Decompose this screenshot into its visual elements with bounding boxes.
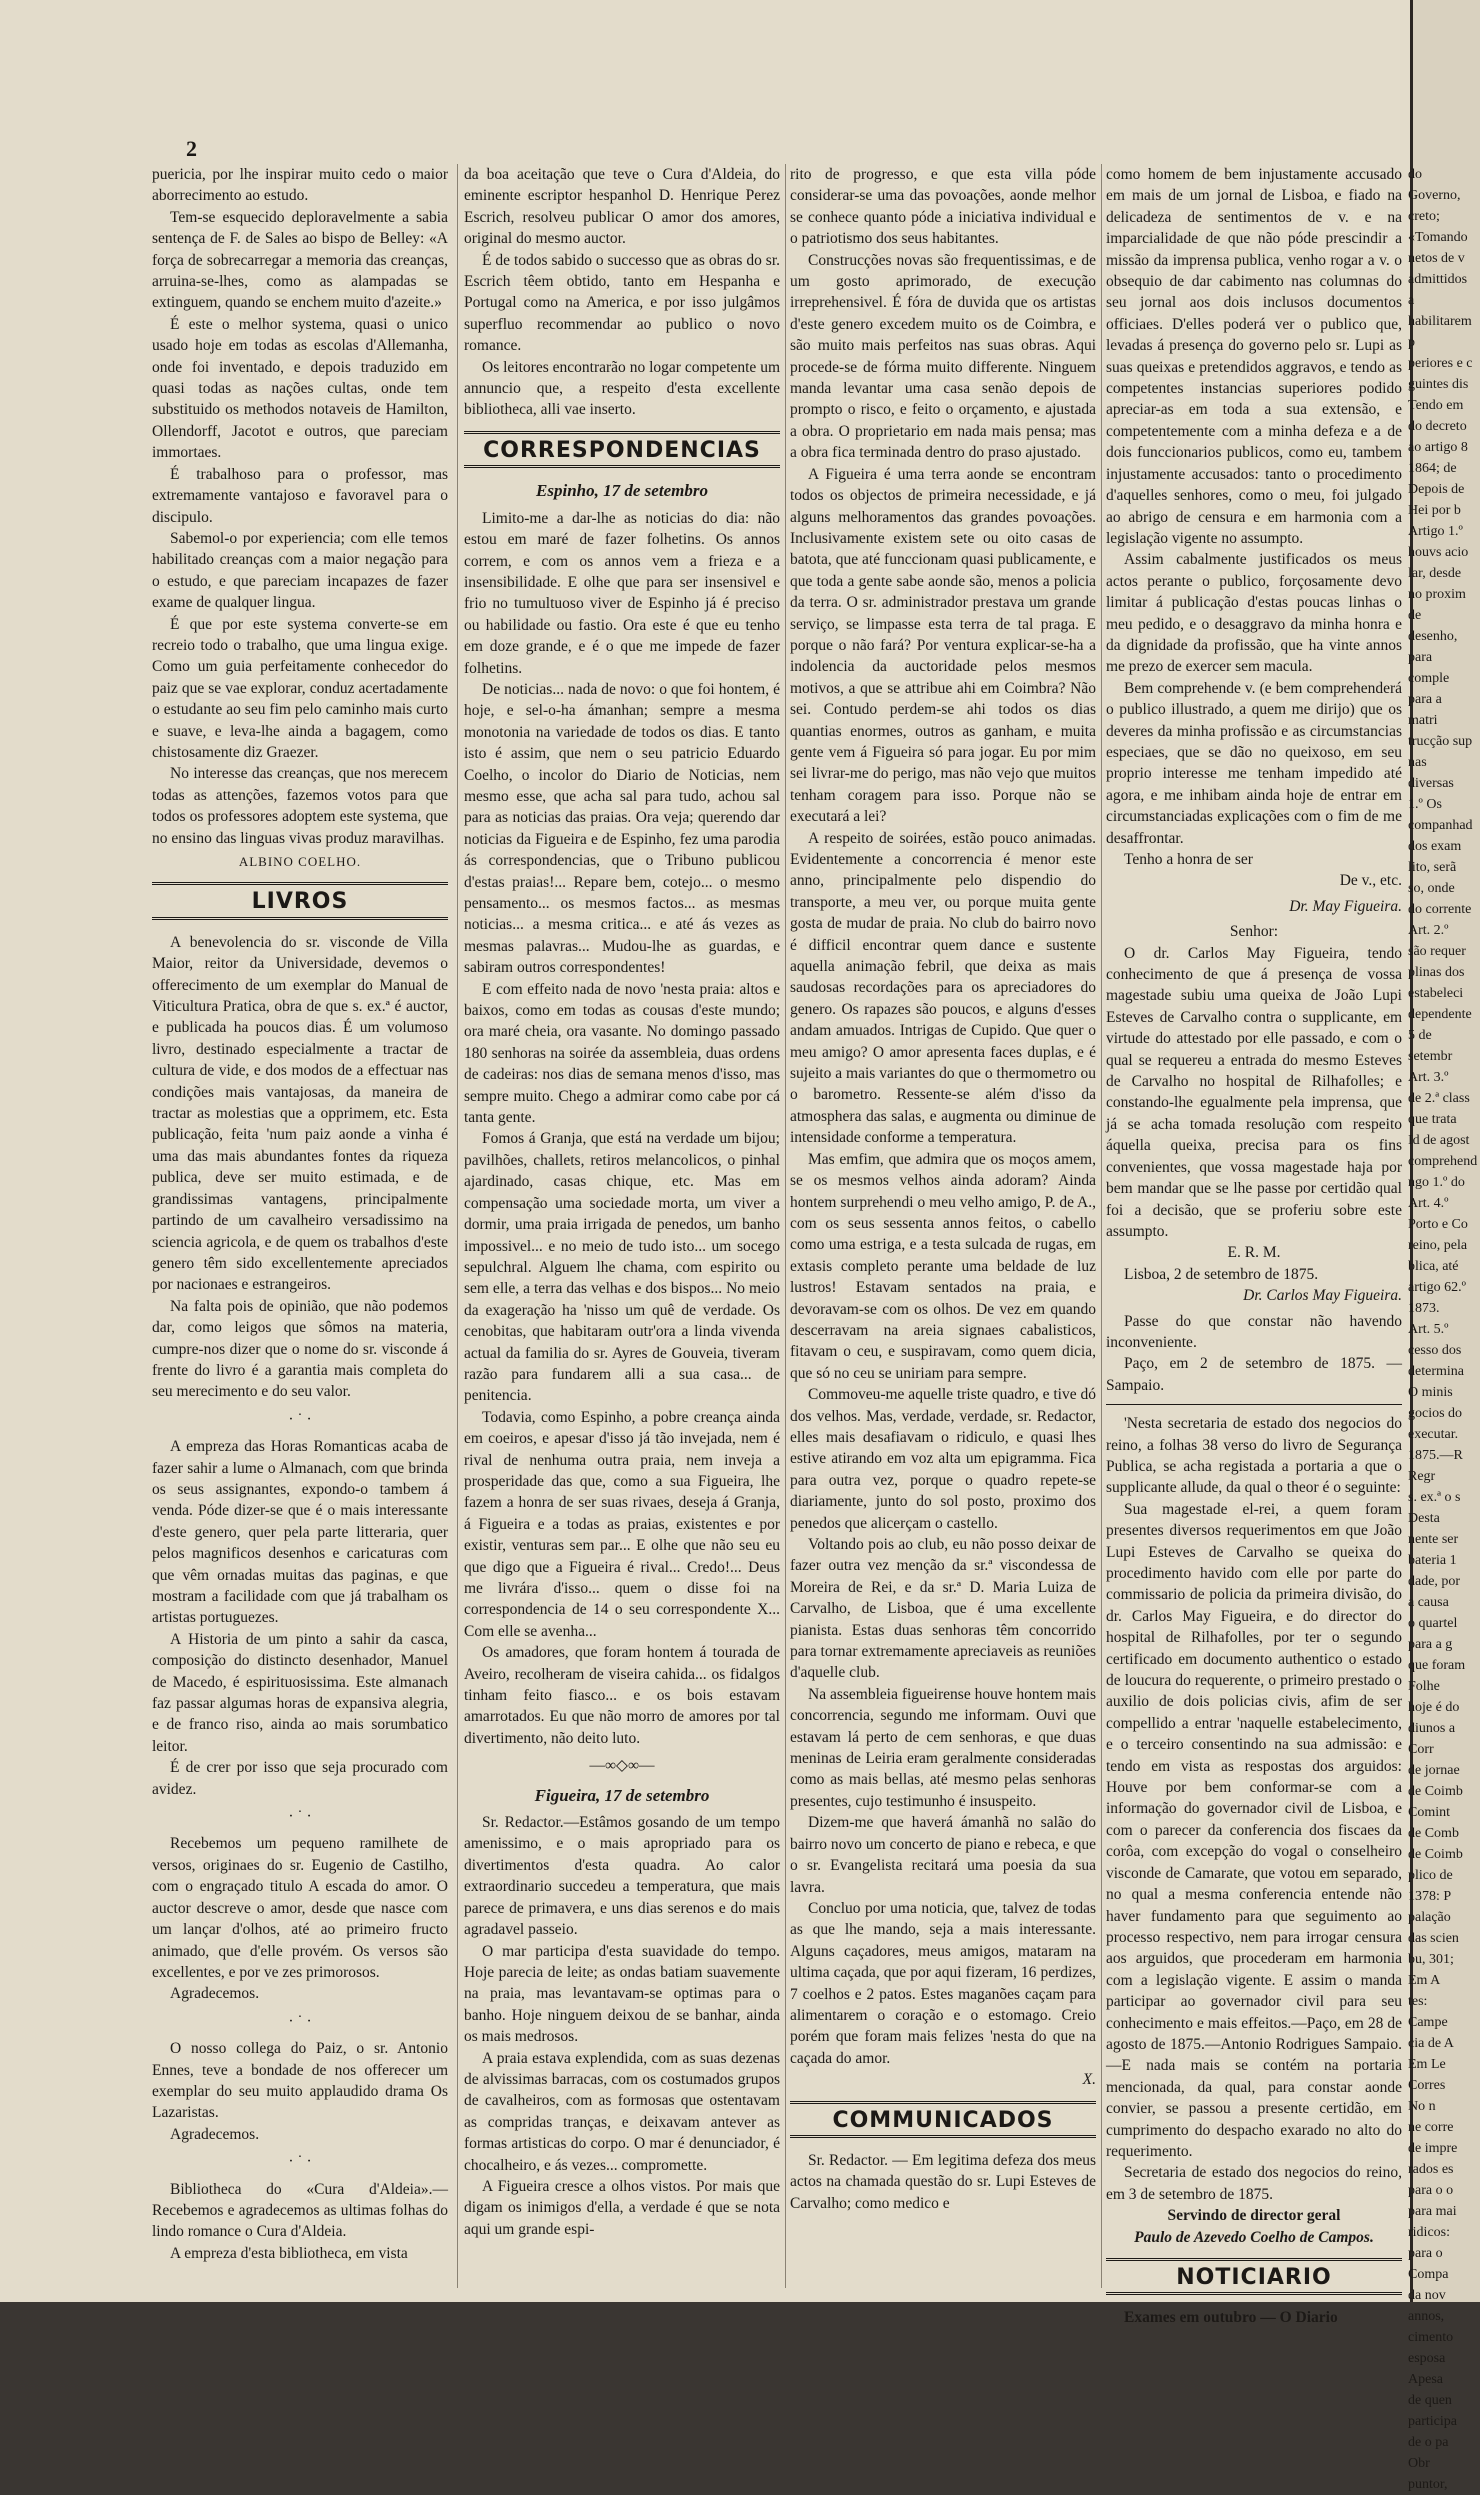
section-heading-correspondencias: CORRESPONDENCIAS [464, 431, 780, 468]
cutoff-line: Artigo 1.º [1408, 524, 1463, 539]
cutoff-line: 5 de setembr [1408, 1028, 1453, 1064]
separator-dots: · ˙ · [288, 2153, 312, 2171]
cutoff-line: cimento [1408, 2330, 1454, 2345]
cutoff-line: diunos a [1408, 1721, 1456, 1736]
cutoff-line: creto; [1408, 209, 1440, 224]
paragraph: É que por este systema converte-se em recreio todo o trabalho, que uma lingua exige. Como um guia perfeitamente conhecedor do paiz que se vae explorar, conduz acertadamente o estudante ao seu fim pelo caminho mais curto e suave, e leva-lhe ainda a bagagem, como chistosamente diz Graezer. [152, 615, 448, 761]
cutoff-line: dade, por [1408, 1574, 1461, 1589]
cutoff-line: 1864; de [1408, 461, 1457, 476]
paragraph: A Historia de um pinto a sahir da casca, composição do distincto desenhador, Manuel de Macedo, é espirituosissima. Este almanach faz passar algumas horas de expansiva alegria, e de franco riso, ainda ao mais sorumbatico leitor. [152, 1630, 448, 1755]
cutoff-line: cesso dos [1408, 1343, 1462, 1358]
cutoff-line: annos, [1408, 2309, 1445, 2324]
cutoff-line: periores e c [1408, 356, 1473, 371]
column-2 [464, 164, 780, 2288]
cutoff-line: ngo 1.º do [1408, 1175, 1465, 1190]
cutoff-line: Art. 5.º [1408, 1322, 1449, 1337]
cutoff-line: plico de [1408, 1868, 1453, 1883]
paragraph: Todavia, como Espinho, a pobre creança ainda em coeiros, e apesar d'isso já tão invejada, nem é rival de nenhuma outra praia, nem inveja a prosperidade das que, como a sua Figueira, lhe fazem a honra de ser suas rivaes, deseja á Granja, á Figueira e a todas as praias, existentes e por existir, venturas sem par... E olhe que não seu eu que digo que a Figueira é rival... Credo!... Deus me livrára d'isso... quem o disse foi na correspondencia de 14 o seu correspondente X... Com elle se avenha... [464, 1408, 780, 1640]
paragraph: Construcções novas são frequentissimas, e de um gosto aprimorado, de execução irreprehensivel. É fóra de duvida que os artistas d'este genero excedem muito os de Coimbra, e são muito mais perfeitos nas suas obras. Aqui procede-se de fórma muito differente. Ninguem manda levantar uma casa senão depois de prompto o risco, e feito o orçamento, e ajustada a obra. O proprietario em nada mais pensa; mas a obra fica terminada dentro do praso ajustado. [790, 251, 1096, 462]
cutoff-line: no proxim [1408, 587, 1466, 602]
paragraph: É de crer por isso que seja procurado com avidez. [152, 1759, 448, 1798]
cutoff-line: companhad [1408, 818, 1473, 833]
section-heading-noticiario: NOTICIARIO [1106, 2258, 1402, 2295]
cutoff-line: tes: [1408, 1994, 1428, 2009]
cutoff-line: para o [1408, 2246, 1443, 2261]
separator-dots: · ˙ · [288, 1410, 312, 1428]
section-heading-communicados: COMMUNICADOS [790, 2101, 1096, 2138]
cutoff-line: determina [1408, 1364, 1464, 1379]
paragraph: Mas emfim, que admira que os moços amem, se os mesmos velhos ainda adoram? Ainda hontem surprehendi o meu velho amigo, P. de A., com os seus sessenta annos feitos, o cabello como uma estriga, e a testa sulcada de rugas, em extasis completo perante uma beldade de luz lustros! Estavam sentados na praia, e devoravam-se com os olhos. De vez em quando descerravam na areia signaes cabalisticos, fitavam o ceu, e suspiravam, como quem dicia, que só no ceu se uniriam para sempre. [790, 1150, 1096, 1382]
cutoff-line: gocios do [1408, 1406, 1463, 1421]
cutoff-line: de desenho, [1408, 608, 1458, 644]
cutoff-line: guintes dis [1408, 377, 1469, 392]
cutoff-line: trucção sup [1408, 734, 1473, 749]
cutoff-line: habilitarem p [1408, 314, 1472, 350]
dateline-espinho: Espinho, 17 de setembro [536, 481, 708, 501]
erm-line: E. R. M. [1227, 1244, 1281, 1262]
cutoff-line: s. ex.ª o s [1408, 1490, 1461, 1505]
cutoff-line: Em A [1408, 1973, 1441, 1988]
paragraph: A praia estava explendida, com as suas dezenas de alvissimas barracas, com os costumados grupos de cavalheiros, com as formosas que ostentavam as compridas tranças, e deixavam antever as formas artisticas do corpo. O mar é denunciador, é chocalheiro, e ás vezes... compromette. [464, 2049, 780, 2174]
cutoff-line: de impre [1408, 2141, 1458, 2156]
column-rule [785, 164, 786, 2288]
cutoff-line: Compa [1408, 2267, 1449, 2282]
paragraph: Agradecemos. [170, 1985, 260, 2003]
cutoff-line: a causa [1408, 1595, 1449, 1610]
paragraph: E com effeito nada de novo 'nesta praia: altos e baixos, como em todas as cousas d'este mundo; ora maré cheia, ora vasante. No domingo passado 180 senhoras na soirée da assembleia, duas ordens de cadeiras: nos dias de semana menos d'isso, mas sempre muito. Chego a admirar como cabe por cá tanta gente. [464, 980, 780, 1127]
paragraph: Assim cabalmente justificados os meus actos perante o publico, forçosamente devo limitar á publicação d'estas poucas linhas o meu pedido, e o desaggravo da minha honra e da dignidade da profissão, que ha vinte annos me prezo de exercer sem macula. [1106, 551, 1402, 676]
cutoff-line: 1.º Os [1408, 797, 1442, 812]
paragraph: Sabemol-o por experiencia; com elle temos habilitado creanças com a maior negação para o estudo, e que pareciam incapazes de fazer exame de qualquer lingua. [152, 529, 448, 612]
cutoff-line: Corres [1408, 2078, 1446, 2093]
paragraph: O nosso collega do Paiz, o sr. Antonio Ennes, teve a bondade de nos offerecer um exemplar do seu muito applaudido drama Os Lazaristas. [152, 2040, 448, 2122]
paragraph: É trabalhoso para o professor, mas extremamente vantajoso e favoravel para o discipulo. [152, 465, 448, 526]
cutoff-line: lar, desde [1408, 566, 1462, 581]
paragraph: É de todos sabido o successo que as obras do sr. Escrich têem obtido, tanto em Hespanha e Portugal como na America, e por isso julgâmos superfluo recommendar ao publico o novo romance. [464, 251, 780, 355]
paragraph: Sr. Redactor. — Em legitima defeza dos meus actos na chamada questão do sr. Lupi Esteves de Carvalho; como medico e [790, 2151, 1096, 2212]
cutoff-line: da nov [1408, 2288, 1446, 2303]
paragraph: Fomos á Granja, que está na verdade um bijou; pavilhões, challets, retiros melancolicos, o pinhal ajardinado, casas chique, etc. Mas em compensação uma sociedade morta, um viver a dormir, uma praia irrigada de penedos, um banho impossivel... e no meio de tudo isto... um socego sepulchral. Alguem lhe chama, com espirito ou sem elle, a terra das velhas e dos bispos... No meio da exageração ha 'nisso um quê de verdade. Os cenobitas, que habitaram outr'ora a linda vivenda actual da familia do sr. Ayres de Gouveia, tiveram razão para fundarem alli a sua casa... de penitencia. [464, 1130, 780, 1405]
cutoff-line: O minis [1408, 1385, 1453, 1400]
paragraph: Na falta pois de opinião, que não podemos dar, como leigos que sômos na materia, cumpre-nos dizer que o nome do sr. visconde á frente do livro é a garantia mais completa do seu merecimento e do seu valor. [152, 1297, 448, 1401]
cutoff-line: dos exam [1408, 839, 1462, 854]
paragraph: Dizem-me que haverá ámanhã no salão do bairro novo um concerto de piano e rebeca, e que o sr. Evangelista recitará uma poesia da sua lavra. [790, 1814, 1096, 1896]
paragraph: Tem-se esquecido deploravelmente a sabia sentença de F. de Sales ao bispo de Belley: «A força de sobrecarregar a memoria das creanças, arruina-se-lhes, como as alampadas se extinguem, quando se enchem muito d'azeite.» [152, 208, 448, 312]
paragraph: Bibliotheca do «Cura d'Aldeia».—Recebemos e agradecemos as ultimas folhas do lindo romance o Cura d'Aldeia. [152, 2180, 448, 2241]
salutation: Senhor: [1229, 923, 1279, 941]
cutoff-line: 1873. [1408, 1301, 1440, 1316]
paragraph: No interesse das creanças, que nos merecem todas as attenções, fazemos votos para que todos os professores adoptem este systema, que no ensino das linguas vivas produz maravilhas. [152, 765, 448, 847]
cutoff-line: plinas dos [1408, 965, 1465, 980]
cutoff-line: artigo 62.º [1408, 1280, 1466, 1295]
paragraph: Exames em outubro — O Diario [1124, 2309, 1338, 2327]
cutoff-line: cia de A [1408, 2036, 1454, 2051]
cutoff-line: Folhe [1408, 1679, 1440, 1694]
cutoff-line: de 2.ª class [1408, 1091, 1470, 1106]
cutoff-line: 1875.—R [1408, 1448, 1463, 1463]
cutoff-line: do Governo, [1408, 167, 1461, 203]
letter-signature: Dr. May Figueira. [1289, 897, 1402, 915]
paragraph: Passe do que constar não havendo inconveniente. [1106, 1312, 1402, 1351]
cutoff-line: hoje é do [1408, 1700, 1460, 1715]
cutoff-line: de o pa [1408, 2435, 1449, 2450]
column-4 [1106, 164, 1402, 2327]
cutoff-line: bateria 1 [1408, 1553, 1457, 1568]
cutoff-line: Corr [1408, 1742, 1434, 1757]
paragraph: rito de progresso, e que esta villa póde considerar-se uma das povoações, aonde melhor se conhece quanto póde a iniciativa individual e o patriotismo dos seus habitantes. [790, 166, 1096, 248]
paragraph: 'Nesta secretaria de estado dos negocios do reino, a folhas 38 verso do livro de Segurança Publica, se acha registada a portaria a que o supplicante allude, da qual o theor é o seguinte: [1106, 1415, 1402, 1497]
cutoff-line: netos de v [1408, 251, 1465, 266]
column-1 [152, 164, 448, 2288]
cutoff-line: blica, até [1408, 1259, 1459, 1274]
paragraph: Os amadores, que foram hontem á tourada de Aveiro, recolheram de viseira cahida... os fidalgos tinham feito fiasco... e os bois estavam amarrotados. Eu que não morro de amores por tal divertimento, não deito luto. [464, 1644, 780, 1747]
paragraph: O dr. Carlos May Figueira, tendo conhecimento de que á presença de vossa magestade subiu uma queixa de João Lupi Esteves de Carvalho contra o supplicante, em virtude do attestado por elle passado, e com o qual se requereu a entrada do mesmo Esteves de Carvalho no hospital de Rilhafolles; e constando-lhe egualmente pela imprensa, que já se acha tomada resolução com respeito áquella queixa, precisa para os fins convenientes, que vossa magestade haja por bem mandar que se lhe passe por certidão qual foi a decisão, que se proferiu sobre este assumpto. [1106, 944, 1402, 1240]
cutoff-line: de jornae [1408, 1763, 1460, 1778]
cutoff-line: o quartel [1408, 1616, 1458, 1631]
paragraph: Sua magestade el-rei, a quem foram presentes diversos requerimentos em que João Lupi Esteves de Carvalho se queixa do procedimento havido com elle por parte do commissario de policia da primeira divisão, do dr. Carlos May Figueira, e do director do hospital de Rilhafolles, por ter o segundo certificado em documento authentico o estado de loucura do requerente, o primeiro prestado o auxilio de dois policias civis, afim de ser compellido a entrar 'naquelle estabelecimento, e o terceiro consentindo na sua admissão: e tendo em vista as respostas dos arguidos: Houve por bem conformar-se com a informação do governador civil de Lisboa, e com o parecer da conferencia dos fiscaes da corôa, com excepção do vogal o conselheiro visconde de Camarate, que votou em separado, no qual a mesma conferencia entende não haver fundamento para que seguimento ao processo respectivo, nem para irrogar censura aos arguidos, que procederam em harmonia com a legislação vigente. E assim o manda participar ao governador civil para seu conhecimento e mais effeitos.—Paço, em 28 de agosto de 1875.—Antonio Rodrigues Sampaio.—E nada mais se contém na portaria mencionada, da qual, para constar aonde convier, se passou a presente certidão, em cumprimento do despacho exarado no alto do requerimento. [1106, 1500, 1402, 2160]
paragraph: É este o melhor systema, quasi o unico usado hoje em todas as escolas d'Allemanha, onde foi inventado, e depois traduzido em quasi todas as nações cultas, onde tem substituido os methodos notaveis de Hamilton, Ollendorff, Jacotot e outros, que pareciam immortaes. [152, 315, 448, 462]
paragraph: Lisboa, 2 de setembro de 1875. [1124, 1265, 1319, 1283]
paragraph: A empreza das Horas Romanticas acaba de fazer sahir a lume o Almanach, com que brinda os seus assignantes, expondo-o tambem á venda. Póde dizer-se que é o mais interessante d'este genero, quer pela parte litteraria, quer pelos magnificos desenhos e caricaturas com que vêm ornadas muitas das paginas, e que mostram a facilidade com que já trabalham os artistas portuguezes. [152, 1438, 448, 1627]
paragraph: como homem de bem injustamente accusado em mais de um jornal de Lisboa, e fiado na delicadeza de sentimentos de v. e na imparcialidade de que não póde prescindir a missão da imprensa publica, venho rogar a v. o obsequio de dar cabimento nas columnas do seu jornal aos dois inclusos documentos officiaes. D'elles poderá ver o publico que, levadas á presença do governo pelo sr. Lupi as suas queixas e pretendidos aggravos, e tendo as competentes instancias superiores podido apreciar-as em toda a sua extensão, e competentemente com a minha defeza e a de dois funccionarios publicos, como eu, tambem injustamente accusados: tanto o procedimento d'aquelles senhores, como o meu, foi julgado ao abrigo de censura e em harmonia com a legislação vigente no assumpto. [1106, 166, 1402, 547]
paragraph: A benevolencia do sr. visconde de Villa Maior, reitor da Universidade, devemos o offerecimento de um exemplar do Manual de Viticultura Pratica, obra de que s. ex.ª é auctor, e publicada ha poucos dias. É um volumoso livro, destinado especialmente a tractar de cultura de vide, e dos modos de a effectuar nas condições mais vantajosas, da maneira de tractar as molestias que a opprimem, etc. Esta publicação, feita 'num paiz aonde a vinha é uma das mais abundantes fontes da riqueza publica, deve ser muito estimada, e de grandissimas vantagens, principalmente partindo de um cavalheiro versadissimo na sciencia agricola, e de quem os trabalhos d'este genero têm sido excellentemente apreciados por nacionaes e estrangeiros. [152, 933, 448, 1294]
cutoff-line: de Coimb [1408, 1784, 1463, 1799]
cutoff-line: executar. [1408, 1427, 1459, 1442]
cutoff-line: estabeleci [1408, 986, 1464, 1001]
cutoff-line: 1378: P [1408, 1889, 1452, 1904]
cutoff-line: comprehend [1408, 1154, 1478, 1169]
paragraph: O mar participa d'esta suavidade do tempo. Hoje parecia de leite; as ondas batiam suavemente na praia, mas levantavam-se optimas para o banho. Hoje ninguem deixou de se banhar, ainda os mais medrosos. [464, 1942, 780, 2046]
cutoff-line: para a g [1408, 1637, 1453, 1652]
cutoff-line: que foram [1408, 1658, 1466, 1673]
cutoff-line: Obr [1408, 2456, 1430, 2471]
column-rule [1101, 164, 1102, 2288]
cutoff-line: «Tomando [1408, 230, 1468, 245]
cutoff-line: Campe [1408, 2015, 1448, 2030]
paragraph: Limito-me a dar-lhe as noticias do dia: não estou em maré de fazer folhetins. Os annos correm, e com os annos vem a frieza e a insensibilidade. E olhe que para ser insensivel e frio no tumultuoso viver de Espinho já é preciso ou habilidade ou fastio. Ora este é que eu tenho em doze grande, e é o que me impede de fazer folhetins. [464, 509, 780, 677]
paragraph: De noticias... nada de novo: o que foi hontem, é hoje, e sel-o-ha ámanhan; sempre a mesma monotonia na variedade de todos os dias. E tanto isto é assim, que nem o seu patricio Eduardo Coelho, o incolor do Diario de Noticias, nem mesmo esse, que acha sal para tudo, achou sal para as noticias das praias. Ora veja; querendo dar noticias da Figueira e de Espinho, fez uma parodia ás correspondencias, que o Tribuno publicou d'estas praias!... Repare bem, cotejo... o mesmo pensamento... os mesmos factos... as mesmas noticias... a mesma critica... e até ás vezes as mesmas palavras... Mudou-lhe as guardas, e sabiram outros correspondentes! [464, 680, 780, 977]
cutoff-line: Apesa [1408, 2372, 1443, 2387]
column-5-cutoff [1408, 164, 1478, 2492]
correspondent-signature: X. [1082, 2071, 1096, 2089]
cutoff-line: ridicos: [1408, 2225, 1450, 2240]
cutoff-line: nente ser [1408, 1532, 1459, 1547]
cutoff-line: Hei por b [1408, 503, 1461, 518]
separator-dots: · ˙ · [288, 1808, 312, 1826]
cutoff-line: de Comb [1408, 1826, 1459, 1841]
cutoff-line: rados es [1408, 2162, 1454, 2177]
cutoff-line: Tendo em [1408, 398, 1464, 413]
cutoff-line: para comple [1408, 650, 1450, 686]
cutoff-line: Art. 3.º [1408, 1070, 1449, 1085]
cutoff-line: para a matri [1408, 692, 1442, 728]
author-signature: ALBINO COELHO. [238, 854, 362, 869]
paragraph: A empreza d'esta bibliotheca, em vista [170, 2244, 408, 2262]
paragraph: Agradecemos. [170, 2125, 260, 2143]
cutoff-line: palação [1408, 1910, 1451, 1925]
cutoff-line: Art. 2.º [1408, 923, 1449, 938]
closing-line: De v., etc. [1339, 872, 1402, 890]
cutoff-line: dependente [1408, 1007, 1472, 1022]
cutoff-line: de Coimb [1408, 1847, 1463, 1862]
page-number: 2 [186, 136, 197, 161]
cutoff-line: houvs acio [1408, 545, 1469, 560]
paragraph: da boa aceitação que teve o Cura d'Aldeia, do eminente escriptor hespanhol D. Henrique Perez Escrich, resolveu publicar O amor dos amores, original do mesmo auctor. [464, 166, 780, 248]
ornament-divider: —∞◇∞— [589, 1757, 655, 1775]
cutoff-line: das scien [1408, 1931, 1459, 1946]
cutoff-line: No n [1408, 2099, 1436, 2114]
official-name: Paulo de Azevedo Coelho de Campos. [1134, 2228, 1374, 2246]
cutoff-line: lito, serã [1408, 860, 1457, 875]
paragraph: A Figueira cresce a olhos vistos. Por mais que digam os inimigos d'ella, a verdade é que se nota aqui um grande espi- [464, 2177, 780, 2238]
cutoff-line: Regr [1408, 1469, 1436, 1484]
paragraph: Tenho a honra de ser [1124, 851, 1253, 868]
dateline-figueira: Figueira, 17 de setembro [534, 1785, 710, 1805]
paragraph: Os leitores encontrarão no logar competente um annuncio que, a respeito d'esta excellente bibliotheca, alli vae inserto. [464, 358, 780, 419]
cutoff-line: reino, pela [1408, 1238, 1468, 1253]
cutoff-line: ao artigo 8 [1408, 440, 1468, 455]
paragraph: Secretaria de estado dos negocios do reino, em 3 de setembro de 1875. [1106, 2164, 1402, 2203]
cutoff-line: de quen [1408, 2393, 1452, 2408]
cutoff-line: para mai [1408, 2204, 1457, 2219]
petition-signature: Dr. Carlos May Figueira. [1243, 1287, 1402, 1305]
cutoff-line: Art. 4.º [1408, 1196, 1449, 1211]
cutoff-line: ne corre [1408, 2120, 1454, 2135]
cutoff-line: que trata [1408, 1112, 1457, 1127]
paragraph: Bem comprehende v. (e bem comprehenderá o publico illustrado, a quem me dirijo) que os deveres da minha profissão e as circumstancias especiaes, que se dão no queixoso, em seu proprio interesse me tenham impedido até agora, e me inhibam ainda hoje de entrar em circumstanciadas explicações com o fim de me desaffrontar. [1106, 679, 1402, 847]
cutoff-line: nas diversas [1408, 755, 1454, 791]
separator-dots: · ˙ · [288, 2012, 312, 2030]
cutoff-line: Depois de [1408, 482, 1465, 497]
cutoff-line: para o o [1408, 2183, 1454, 2198]
paragraph: Sr. Redactor.—Estâmos gosando de um tempo amenissimo, e o mais apropriado para os divertimentos d'esta quadra. Ao calor extraordinario succedeu a temperatura, que mais parece de primavera, e uns dias serenos e do mais agradavel passeio. [464, 1814, 780, 1939]
paragraph: Concluo por uma noticia, que, talvez de todas as que lhe mando, seja a mais interessante. Alguns caçadores, meus amigos, mataram na ultima caçada, que por aqui fizeram, 16 perdizes, 7 coelhos e 2 patos. Estes maganões caçam para alimentarem o coração e o estomago. Creio porém que foram mais felizes 'nesta do que na caçada do amor. [790, 1899, 1096, 2067]
paragraph: A Figueira é uma terra aonde se encontram todos os objectos de primeira necessidade, e já alguns melhoramentos das grandes povoações. Inclusivamente existem sete ou oito casas de batota, que até funccionam quasi publicamente, e que toda a gente sabe aonde são, menos a policia da terra. O sr. administrador prestava um grande serviço, se limpasse esta terra de tal praga. E porque o não fará? Por ventura explicar-se-ha a indolencia da auctoridade pelos mesmos motivos, a que se attribue ahi em Coimbra? Não sei. Contudo perdem-se ahi todos os dias quantias enormes, outros as ganham, e muita gente vem á Figueira só para jogar. Eu por mim sei livrar-me do perigo, mas não vejo que muitos tenham coragem para isso. Porque não se executará a lei? [790, 465, 1096, 826]
paragraph: Commoveu-me aquelle triste quadro, e tive dó dos velhos. Mas, verdade, verdade, sr. Redactor, elles mais desafiavam o ridiculo, e quasi lhes estive atirando em voz alta um epigramma. Fica para outra vez, porque o quadro repete-se diariamente, junto do sol posto, proximo dos penedos que alicerçam o castello. [790, 1386, 1096, 1532]
cutoff-line: so, onde [1408, 881, 1455, 896]
paragraph: A respeito de soirées, estão pouco animadas. Evidentemente a concorrencia é menor este anno, principalmente pelo dispendio do transporte, a meu ver, ou porque muita gente gosta de mudar de praia. No club do bairro novo é difficil encontrar quem dance e sustente aquella animação febril, que deixa as mais saudosas recordações para os apreciadores do genero. Os rapazes são poucos, e alguns d'esses andam amuados. Intrigas de Cupido. Que quer o meu amigo? O amor apresenta faces duplas, e é sujeito a mais variantes do que o thermometro ou o barometro. Ressente-se além d'isso da atmosphera das salas, e augmenta ou diminue de intensidade conforme a temperatura. [790, 829, 1096, 1147]
paragraph: puericia, por lhe inspirar muito cedo o maior aborrecimento ao estudo. [152, 166, 448, 205]
cutoff-line: Porto e Co [1408, 1217, 1468, 1232]
cutoff-line: Desta [1408, 1511, 1440, 1526]
paragraph: Recebemos um pequeno ramilhete de versos, originaes do sr. Eugenio de Castilho, com o engraçado titulo A escada do amor. O auctor descreve o amor, desde que nasce com um lançar d'olhos, até ao primeiro fructo animado, que d'elle provém. Os versos são excellentes, e por ve zes primorosos. [152, 1835, 448, 1981]
official-title: Servindo de director geral [1167, 2207, 1341, 2225]
cutoff-line: participa [1408, 2414, 1457, 2429]
cutoff-line: admittidos a [1408, 272, 1468, 308]
cutoff-line: esposa [1408, 2351, 1446, 2366]
section-heading-livros: LIVROS [152, 882, 448, 919]
cutoff-line: do corrente [1408, 902, 1472, 917]
paragraph: Paço, em 2 de setembro de 1875. — Sampaio. [1106, 1355, 1402, 1394]
cutoff-line: são requer [1408, 944, 1466, 959]
paragraph: Voltando pois ao club, eu não posso deixar de fazer outra vez menção da sr.ª viscondessa de Moreira de Rei, e da sr.ª D. Maria Luiza de Carvalho, de Lisboa, que é uma excellente pianista. Estas duas senhoras têm concorrido para tornar extremamente apreciaveis as reuniões d'aquelle club. [790, 1536, 1096, 1682]
column-rule [457, 164, 458, 2288]
education-article [152, 164, 448, 872]
cutoff-line: do decreto [1408, 419, 1467, 434]
paragraph: Na assembleia figueirense houve hontem mais concorrencia, segundo me informam. Ouvi que estavam lá perto de cem senhoras, e que duas meninas de Leiria eram geralmente consideradas como as mais bellas, até mesmo pelas senhoras presentes, cujo testimunho é insuspeito. [790, 1685, 1096, 1810]
cutoff-line: bu, 301; [1408, 1952, 1454, 1967]
divider [1106, 1404, 1402, 1405]
cutoff-line: Comint [1408, 1805, 1451, 1820]
cutoff-line: Id de agost [1408, 1133, 1470, 1148]
cutoff-line: puntor, [1408, 2477, 1448, 2492]
cutoff-line: Em Le [1408, 2057, 1446, 2072]
column-3 [790, 164, 1096, 2288]
